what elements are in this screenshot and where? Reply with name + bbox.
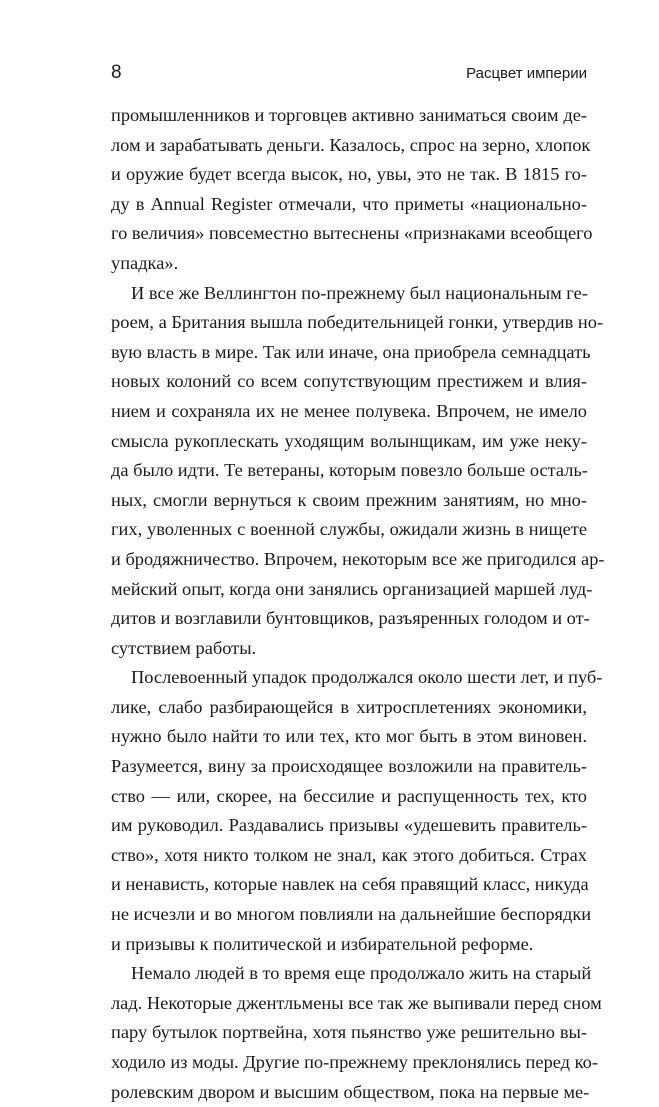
running-title: Расцвет империи	[466, 65, 587, 82]
text-line: го величия» повсеместно вытеснены «признаками всеобщего	[111, 223, 593, 244]
paragraph	[111, 101, 593, 279]
text-line: нием и сохраняла их не менее полувека. Впрочем, не имело	[111, 400, 587, 421]
text-line: смысла рукоплескать уходящим волынщикам, им уже неку-	[111, 430, 587, 451]
paragraph	[111, 279, 605, 664]
text-line: новых колоний со всем сопутствующим престижем и влия-	[111, 371, 587, 392]
text-line: ходило из моды. Другие по-прежнему преклонялись перед ко-	[111, 1052, 598, 1072]
text-line: ных, смогли вернуться к своим прежним занятиям, но мно-	[111, 489, 587, 510]
text-line: нужно было найти то или тех, кто мог быть в этом виновен.	[111, 726, 587, 747]
text-line: им руководил. Раздавались призывы «удешевить правитель-	[111, 815, 587, 836]
text-line: Послевоенный упадок продолжался около шести лет, и пуб-	[131, 667, 603, 688]
text-line: не исчезли и во многом повлияли на дальнейшие беспорядки	[111, 904, 592, 925]
text-line: ролевским двором и высшим обществом, пока на первые ме-	[111, 1081, 590, 1102]
text-line: ду в Annual Register отмечали, что приметы «национально-	[111, 193, 587, 214]
text-line: ство», хотя никто толком не знал, как этого добиться. Страх	[111, 844, 587, 865]
text-line: упадка».	[111, 252, 179, 273]
text-line: И все же Веллингтон по-прежнему был национальным ге-	[131, 282, 588, 303]
body-text	[111, 101, 605, 1107]
text-line: гих, уволенных с военной службы, ожидали жизнь в нищете	[111, 519, 587, 540]
text-line: Немало людей в то время еще продолжало жить на старый	[131, 963, 592, 984]
text-line: сутствием работы.	[111, 637, 257, 658]
paragraph	[111, 663, 603, 959]
text-line: да было идти. Те ветераны, которым повезло больше осталь-	[111, 460, 588, 481]
text-line: мейский опыт, когда они занялись организацией маршей луд-	[111, 578, 593, 599]
text-line: и призывы к политической и избирательной реформе.	[111, 933, 534, 954]
text-line: лике, слабо разбирающейся в хитросплетениях экономики,	[111, 696, 587, 717]
text-line: пару бутылок портвейна, хотя пьянство уже решительно вы-	[111, 1022, 587, 1043]
text-line: и оружие будет всегда высок, но, увы, это не так. В 1815 го-	[111, 164, 587, 185]
text-line: ство — или, скорее, на бессилие и распущенность тех, кто	[111, 785, 587, 806]
text-line: промышленников и торговцев активно заниматься своим де-	[111, 105, 587, 125]
text-line: и ненависть, которые навлек на себя правящий класс, никуда	[111, 874, 589, 895]
text-line: роем, а Британия вышла победительницей гонки, утвердив но-	[111, 312, 604, 333]
paragraph	[111, 959, 602, 1107]
text-line: дитов и возглавили бунтовщиков, разъяренных голодом и от-	[111, 608, 590, 629]
text-line: лом и зарабатывать деньги. Казалось, спрос на зерно, хлопок	[111, 134, 591, 155]
text-line: лад. Некоторые джентльмены все так же выпивали перед сном	[111, 992, 602, 1013]
text-line: Разумеется, вину за происходящее возложили на правитель-	[111, 756, 587, 777]
text-line: и бродяжничество. Впрочем, некоторым все же пригодился ар-	[111, 548, 605, 569]
page-header	[111, 62, 587, 88]
text-line: вую власть в мире. Так или иначе, она приобрела семнадцать	[111, 341, 591, 362]
page-number: 8	[111, 62, 122, 83]
